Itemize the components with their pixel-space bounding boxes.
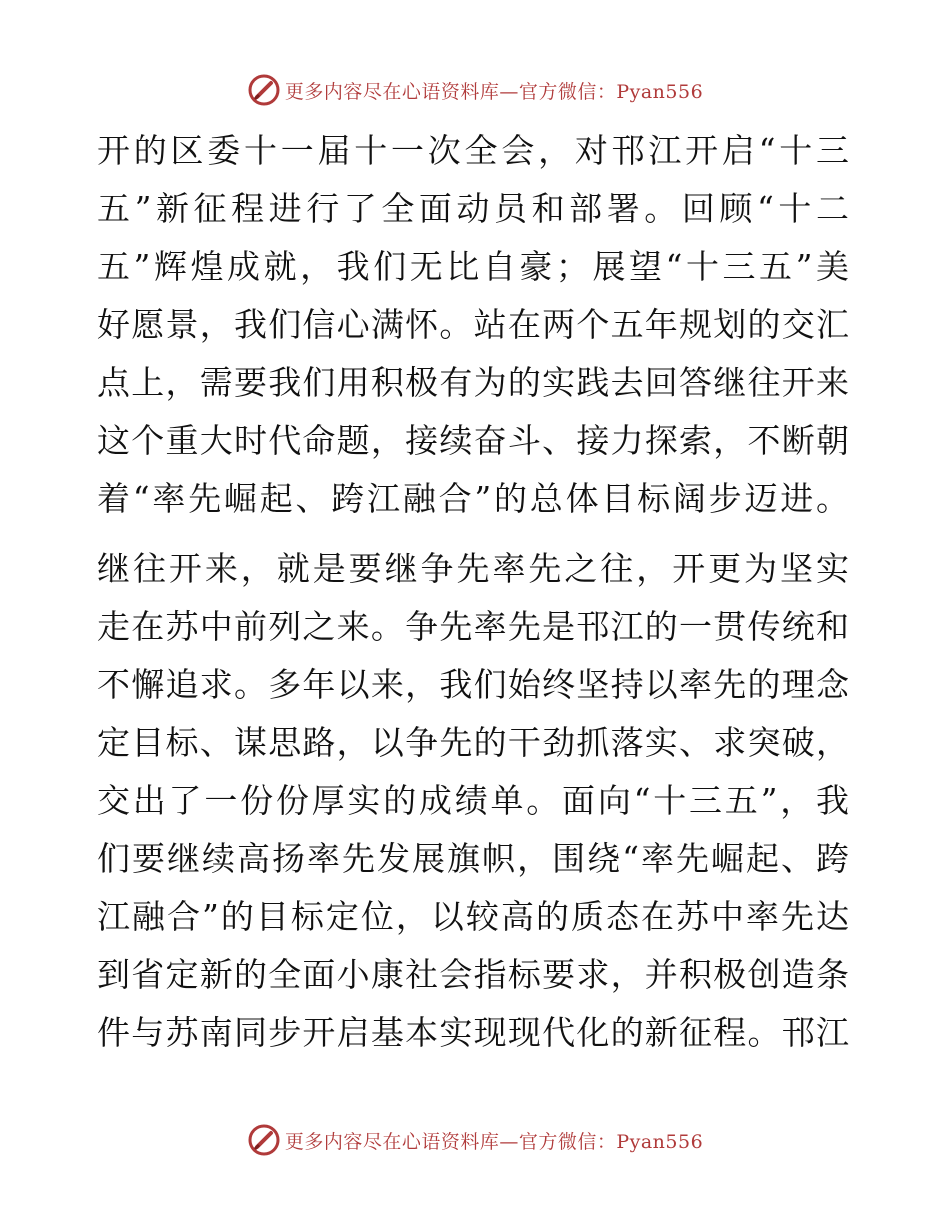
text-line: 不懈追求。多年以来，我们始终坚持以率先的理念 [97,665,849,704]
text-line: 五”辉煌成就，我们无比自豪；展望“十三五”美 [97,247,849,286]
text-line: 到省定新的全面小康社会指标要求，并积极创造条 [97,955,849,994]
text-line: 们要继续高扬率先发展旗帜，围绕“率先崛起、跨 [97,839,849,878]
text-line: 这个重大时代命题，接续奋斗、接力探索，不断朝 [97,421,849,460]
text-line: 继往开来，就是要继争先率先之往，开更为坚实 [97,549,849,588]
text-line: 开的区委十一届十一次全会，对邗江开启“十三 [97,131,849,170]
paragraph-2 [97,540,849,1062]
wechat-id: Pyan556 [616,1130,704,1153]
watermark-text: 更多内容尽在心语资料库—官方微信：Pyan556 [284,80,704,103]
text-line: 五”新征程进行了全面动员和部署。回顾“十二 [97,189,849,228]
text-line: 好愿景，我们信心满怀。站在两个五年规划的交汇 [97,305,849,344]
text-line: 走在苏中前列之来。争先率先是邗江的一贯传统和 [97,607,849,646]
pen-logo-icon [247,1123,281,1157]
text-line: 定目标、谋思路，以争先的干劲抓落实、求突破， [97,723,849,762]
header-watermark [0,70,950,110]
paragraph-1 [97,122,849,528]
wechat-id: Pyan556 [616,80,704,103]
text-line: 交出了一份份厚实的成绩单。面向“十三五”，我 [97,781,849,820]
footer-watermark [0,1120,950,1160]
text-line: 江融合”的目标定位，以较高的质态在苏中率先达 [97,897,849,936]
watermark-text: 更多内容尽在心语资料库—官方微信：Pyan556 [284,1130,704,1153]
text-line: 着“率先崛起、跨江融合”的总体目标阔步迈进。 [97,479,849,518]
pen-logo-icon [247,73,281,107]
text-line: 件与苏南同步开启基本实现现代化的新征程。邗江 [97,1013,849,1052]
text-line: 点上，需要我们用积极有为的实践去回答继往开来 [97,363,849,402]
document-body [97,122,849,1062]
